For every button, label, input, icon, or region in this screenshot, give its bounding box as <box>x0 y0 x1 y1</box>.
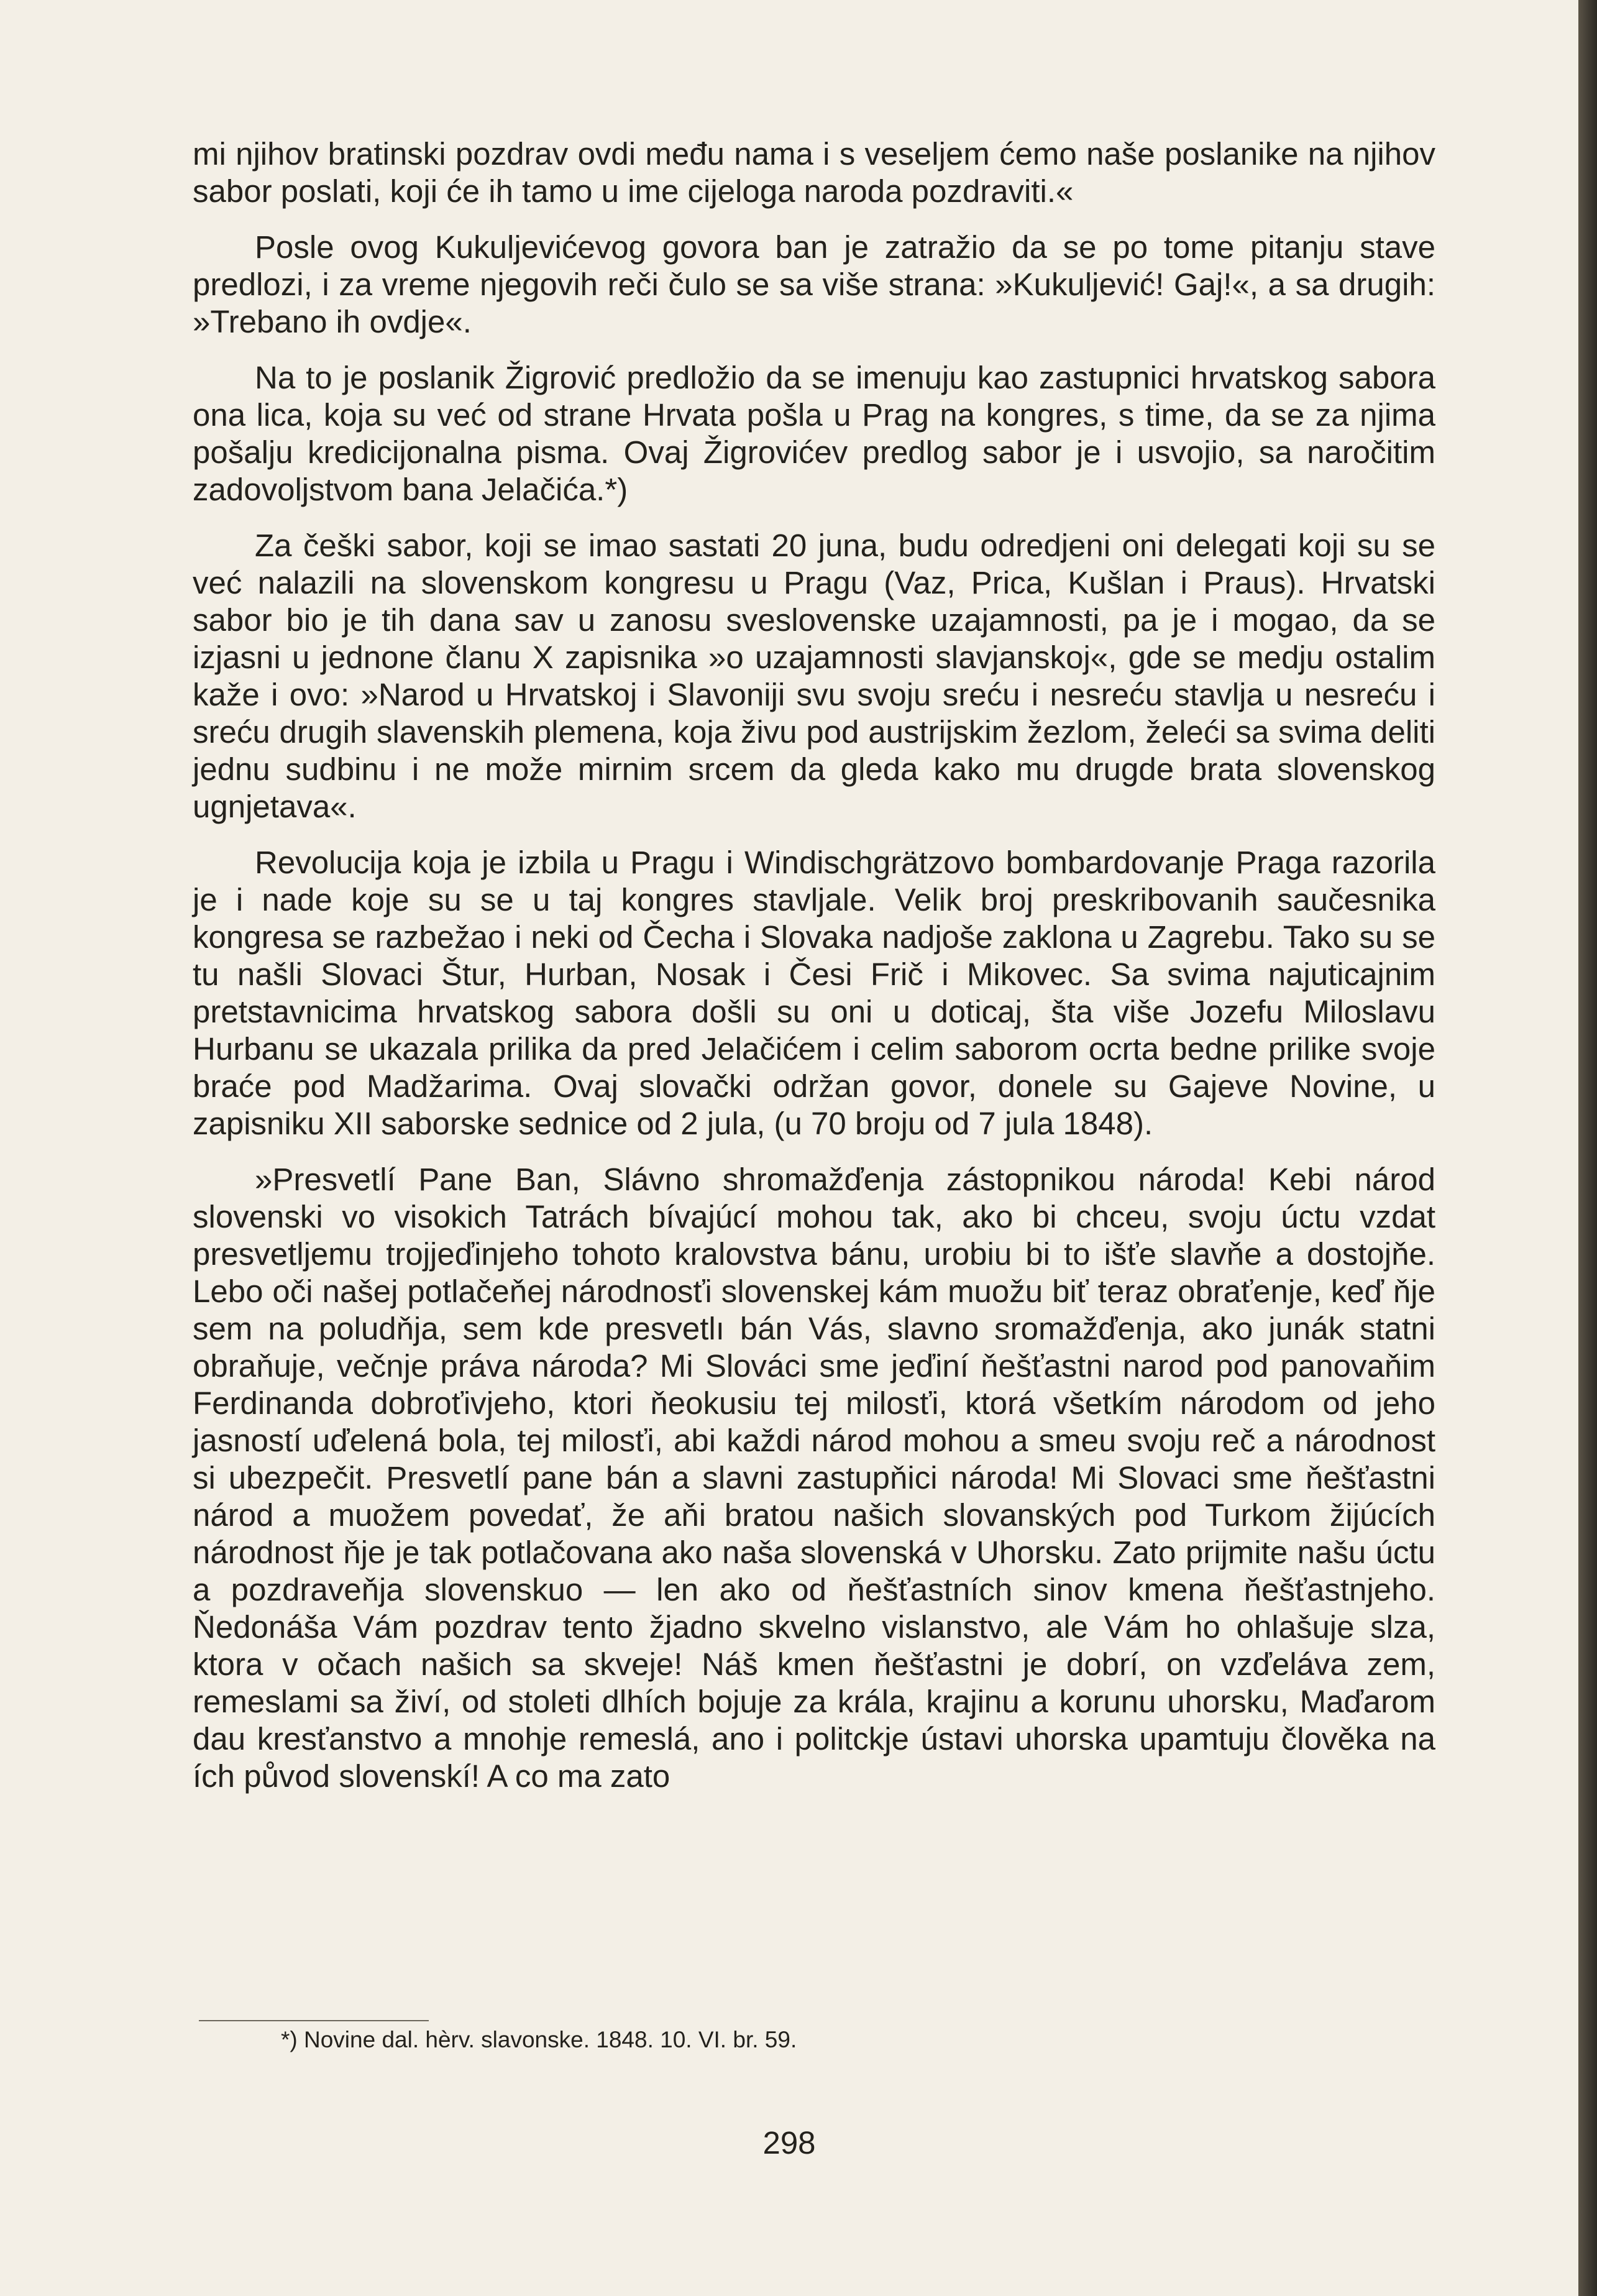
book-spine-edge <box>1578 0 1597 2296</box>
paragraph-3: Na to je poslanik Žigrović predložio da se imenuju kao zastupnici hrvatskog sabora ona lica, koja su već od strane Hrvata pošla u Prag na kongres, s time, da se za njima pošalju kredicijonalna pisma. Ovaj Žigrovićev predlog sabor je i usvojio, sa naročitim zadovoljstvom bana Jelačića.*) <box>193 360 1435 507</box>
page-number: 298 <box>762 2125 816 2161</box>
paragraph-6: »Presvetlí Pane Ban, Slávno shromažďenja zástopnikou národa! Kebi národ slovenski vo visokich Tatrách bívajúcí mohou tak, ako bi chceu, svoju úctu vzdat presvetljemu trojjeďinjeho tohoto kralovstva bánu, urobiu bi to išťe slavňe a dostojňe. Lebo oči našej potlačeňej národnosťi slovenskej kám muožu biť teraz obraťenje, keď ňje sem na poludňja, sem kde presvetlı bán Vás, slavno sromažďenja, ako junák statni obraňuje, večnje práva národa? Mi Slováci sme jeďiní ňešťastni narod pod panovaňim Ferdinanda dobroťivjeho, ktori ňeokusiu tej milosťi, ktorá všetkím národom od jeho jasností uďelená bola, tej milosťi, abi každi národ mohou a smeu svoju reč a národnost si ubezpečit. Presvetlí pane bán a slavni zastupňici národa! Mi Slovaci sme ňešťastni národ a muožem povedať, že aňi bratou našich slovanských pod Turkom žijúcích národnost ňje je tak potlačovana ako naša slovenská v Uhorsku. Zato prijmite našu úctu a pozdraveňja slovenskuo — len ako od ňešťastních sinov kmena ňešťastnjeho. Ňedonáša Vám pozdrav tento žjadno skvelno vislanstvo, ale Vám ho ohlašuje slza, ktora v očach našich sa skveje! Náš kmen ňešťastni je dobrí, on vzďeláva zem, remeslami sa živí, od stoleti dlhích bojuje za krála, krajinu a korunu uhorsku, Maďarom dau kresťanstvo a mnohje remeslá, ano i politckje ústavi uhorska upamtuju člověka na ích původ slovenskí! A co ma zato <box>193 1162 1435 1794</box>
footnote-divider <box>199 2020 429 2021</box>
paragraph-2: Posle ovog Kukuljevićevog govora ban je zatražio da se po tome pitanju stave predlozi, i za vreme njegovih reči čulo se sa više strana: »Kukuljević! Gaj!«, a sa drugih: »Trebano ih ovdje«. <box>193 229 1435 339</box>
body-text <box>193 135 1435 1814</box>
paragraph-5: Revolucija koja je izbila u Pragu i Windischgrätzovo bombardovanje Praga razorila je i nade koje su se u taj kongres stavljale. Velik broj preskribovanih saučesnika kongresa se razbežao i neki od Čecha i Slovaka nadjoše zaklona u Zagrebu. Tako su se tu našli Slovaci Štur, Hurban, Nosak i Česi Frič i Mikovec. Sa svima najuticajnim pretstavnicima hrvatskog sabora došli su oni u doticaj, šta više Jozefu Miloslavu Hurbanu se ukazala prilika da pred Jelačićem i celim saborom ocrta bedne prilike svoje braće pod Madžarima. Ovaj slovački održan govor, donele su Gajeve Novine, u zapisniku XII saborske sednice od 2 jula, (u 70 broju od 7 jula 1848). <box>193 845 1435 1141</box>
paragraph-4: Za češki sabor, koji se imao sastati 20 juna, budu odredjeni oni delegati koji su se već nalazili na slovenskom kongresu u Pragu (Vaz, Prica, Kušlan i Praus). Hrvatski sabor bio je tih dana sav u zanosu sveslovenske uzajamnosti, pa je i mogao, da se izjasni u jednone članu X zapisnika »o uzajamnosti slavjanskoj«, gde se medju ostalim kaže i ovo: »Narod u Hrvatskoj i Slavoniji svu svoju sreću i nesreću stavlja u nesreću i sreću drugih slavenskih plemena, koja živu pod austrijskim žezlom, želeći sa svima deliti jednu sudbinu i ne može mirnim srcem da gleda kako mu drugde brata slovenskog ugnjetava«. <box>193 528 1435 824</box>
paragraph-1: mi njihov bratinski pozdrav ovdi među nama i s veseljem ćemo naše poslanike na njihov sabor poslati, koji će ih tamo u ime cijeloga naroda pozdraviti.« <box>193 136 1435 209</box>
footnote: *) Novine dal. hèrv. slavonske. 1848. 10. VI. br. 59. <box>281 2027 797 2052</box>
